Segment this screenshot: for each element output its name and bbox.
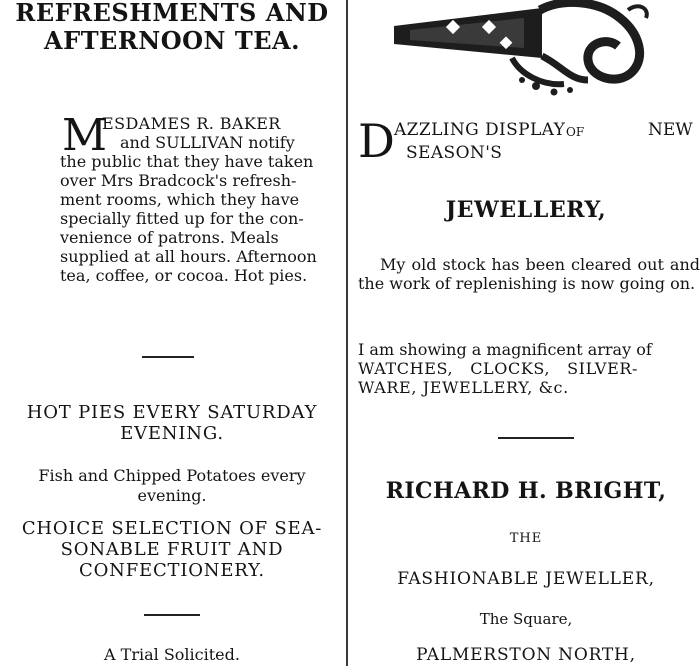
town-text: PALMERSTON NORTH, [416,645,636,665]
ad-title-line-2: AFTERNOON TEA. [44,26,300,55]
notice-line-2: and SULLIVAN notify [120,133,295,152]
hot-pies-line-1: HOT PIES EVERY SATURDAY [26,402,318,423]
array-line-2: WATCHES, CLOCKS, SILVER- [358,359,639,378]
stock-paragraph: My old stock has been cleared out and the work of replenishing is now going on. [358,255,700,293]
headline-dropcap: D [358,114,395,168]
fish-line-1: Fish and Chipped Potatoes every [38,466,306,485]
decorative-ornament-icon [392,0,654,100]
choice-line-1: CHOICE SELECTION OF SEA- [21,518,323,539]
fashionable-jeweller-text: FASHIONABLE JEWELLER, [397,569,655,589]
separator-rule [498,437,574,439]
notice-line-8: supplied at all hours. Afternoon [60,247,317,266]
notice-line-3: the public that they have taken [60,152,314,171]
choice-line-3: CONFECTIONERY. [79,560,265,581]
separator-rule [144,614,200,616]
ad-title-line-1: REFRESHMENTS AND [15,0,329,27]
location-square-text: The Square, [479,610,573,628]
notice-line-9: tea, coffee, or cocoa. Hot pies. [60,266,308,285]
column-divider [346,0,348,666]
trial-solicited-text: A Trial Solicited. [104,645,240,664]
headline-line-1: AZZLING DISPLAY [394,120,566,140]
the-text: THE [509,531,543,546]
notice-line-5: ment rooms, which they have [60,190,300,209]
array-line-1: I am showing a magnificent array of [358,340,652,359]
jeweller-name: RICHARD H. BRIGHT, [385,478,667,504]
jewellery-heading: JEWELLERY, [445,197,607,223]
refreshments-advertisement [0,0,344,666]
headline-of: OF [566,125,585,139]
hot-pies-line-2: EVENING. [120,423,224,444]
notice-dropcap: M [62,110,108,161]
array-line-3: WARE, JEWELLERY, &c. [358,378,569,397]
headline-line-2: SEASON'S [406,143,503,163]
notice-line-1: ESDAMES R. BAKER [102,114,281,133]
notice-line-4: over Mrs Bradcock's refresh- [60,171,297,190]
notice-line-7: venience of patrons. Meals [60,228,279,247]
fish-line-2: evening. [137,486,207,505]
separator-rule [142,356,194,358]
choice-line-2: SONABLE FRUIT AND [60,539,284,560]
headline-new: NEW [648,120,693,140]
jewellery-advertisement [352,0,700,666]
notice-line-6: specially fitted up for the con- [60,209,304,228]
